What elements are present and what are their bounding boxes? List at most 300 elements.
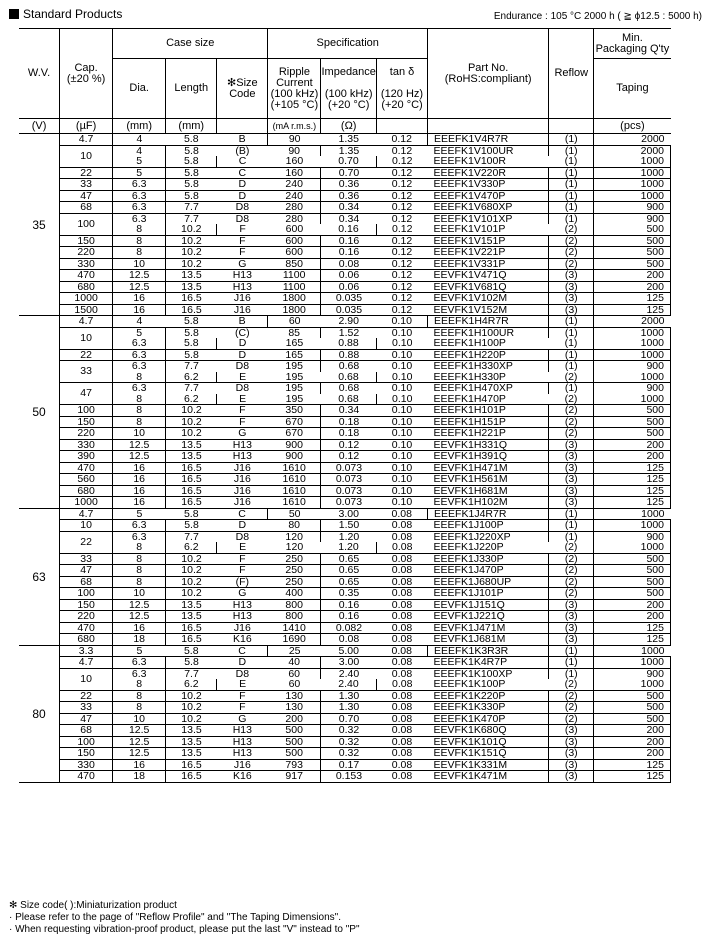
cell-size-code: D (217, 190, 268, 202)
cell-length: 5.8 (184, 144, 199, 157)
cell-length: 13.5 (166, 599, 217, 611)
col-impedance-l1: Impedance (321, 65, 376, 78)
cell-part-no: EEVFK1V681Q (428, 281, 549, 293)
cell-cap: 47 (60, 713, 113, 725)
cell-impedance: 0.06 (321, 281, 377, 293)
cell-taping: 125 (594, 759, 671, 771)
cell-reflow: (1) (549, 349, 594, 361)
cell-impedance: 0.16 (321, 247, 377, 259)
cell-size-code: F (217, 416, 268, 428)
col-cap (60, 29, 113, 119)
cell-dia: 8 (113, 394, 166, 405)
cell-ripple: 850 (268, 258, 321, 270)
table-row (19, 349, 671, 361)
cell-reflow: (2) (549, 416, 594, 428)
cell-ripple: 195 (268, 394, 321, 405)
cell-tan-delta: 0.08 (376, 508, 427, 520)
cell-reflow: (2) (549, 542, 594, 553)
cell-cap: 220 (60, 611, 113, 623)
cell-reflow: (3) (549, 474, 594, 486)
cell-taping: 2000 (594, 134, 671, 146)
cell-size-code: J16 (217, 304, 268, 316)
cell-taping: 500 (594, 588, 671, 600)
cell-taping: 2000 (594, 316, 671, 328)
cell-taping: 1000 (594, 179, 671, 191)
table-row (19, 247, 671, 259)
table-row (19, 611, 671, 623)
cell-tan-delta: 0.10 (391, 326, 413, 339)
cell-tan-delta: 0.08 (376, 736, 427, 748)
cell-cap: 150 (60, 235, 113, 247)
cell-tan-delta: 0.08 (376, 599, 427, 611)
cell-size-code: J16 (217, 462, 268, 474)
cell-dia: 6.3 (113, 520, 166, 532)
cell-part-no: EEEFK1H470P (428, 394, 549, 405)
table-row (19, 759, 671, 771)
cell-part-no: EEVFK1K151Q (428, 748, 549, 760)
cell-cap: 22 (60, 690, 113, 702)
cell-taping: 500 (594, 690, 671, 702)
cell-impedance: 0.153 (321, 771, 377, 783)
cell-ripple: 280 (268, 202, 321, 214)
cell-length: 16.5 (166, 462, 217, 474)
cell-dia: 10 (113, 588, 166, 600)
cell-taping: 125 (594, 293, 671, 305)
cell-ripple: 1410 (268, 622, 321, 634)
cell-length: 7.7 (184, 360, 199, 372)
cell-tan-delta: 0.12 (376, 167, 427, 179)
cell-length: 5.8 (166, 156, 217, 167)
cell-ripple: 120 (268, 542, 321, 553)
cell-taping: 500 (594, 565, 671, 577)
cell-length: 5.8 (166, 167, 217, 179)
table-row (19, 167, 671, 179)
unit-taping: (pcs) (594, 119, 671, 134)
table-row (19, 497, 671, 509)
cell-tan-delta: 0.08 (376, 657, 427, 669)
cell-part-no: EEEFK1H100P (428, 338, 549, 349)
cell-length: 10.2 (166, 224, 217, 235)
cell-dia: 5 (113, 327, 166, 338)
cell-ripple: 250 (268, 553, 321, 565)
cell-ripple: 900 (268, 439, 321, 451)
cell-dia: 5 (113, 508, 166, 520)
cell-size-code: H13 (217, 281, 268, 293)
cell-ripple: 600 (268, 247, 321, 259)
cell-dia: 12.5 (113, 611, 166, 623)
cell-reflow: (1) (549, 657, 594, 669)
cell-tan-delta: 0.08 (391, 667, 413, 680)
cell-impedance: 0.32 (321, 748, 377, 760)
cell-length: 5.8 (166, 520, 217, 532)
table-row (19, 748, 671, 760)
products-table (19, 28, 671, 783)
cell-tan-delta: 0.10 (376, 428, 427, 440)
table-row (19, 383, 671, 394)
cell-impedance: 0.16 (321, 599, 377, 611)
cell-size-code: E (217, 394, 268, 405)
cell-ripple: 195 (268, 372, 321, 383)
table-row (19, 508, 671, 520)
cell-dia: 6.3 (113, 190, 166, 202)
cell-taping: 500 (594, 553, 671, 565)
cell-taping: 125 (594, 497, 671, 509)
cell-part-no: EEVFK1J681M (428, 634, 549, 646)
cell-ripple: 1800 (268, 293, 321, 305)
cell-cap: 47 (60, 383, 113, 405)
cell-taping: 1000 (594, 394, 671, 405)
cell-part-no: EEEFK1H100UR (428, 327, 549, 338)
cell-impedance: 1.35 (321, 134, 377, 146)
cell-tan-delta: 0.12 (376, 202, 427, 214)
cell-part-no: EEEFK1J100P (428, 520, 549, 532)
cell-cap: 47 (60, 565, 113, 577)
cell-ripple: 793 (268, 759, 321, 771)
cell-size-code: J16 (217, 485, 268, 497)
cell-size-code: H13 (217, 736, 268, 748)
table-row (19, 588, 671, 600)
table-row (19, 713, 671, 725)
cell-impedance: 0.65 (321, 553, 377, 565)
col-taping: Taping (594, 59, 671, 119)
cell-dia: 12.5 (113, 439, 166, 451)
cell-part-no: EEVFK1V152M (428, 304, 549, 316)
cell-ripple: 1100 (268, 281, 321, 293)
cell-wv: 80 (19, 645, 60, 782)
cell-tan-delta: 0.08 (376, 634, 427, 646)
table-row (19, 634, 671, 646)
cell-taping: 200 (594, 736, 671, 748)
cell-dia: 5 (113, 645, 166, 657)
cell-length: 13.5 (166, 725, 217, 737)
cell-part-no: EEEFK1V221P (428, 247, 549, 259)
cell-impedance: 0.12 (321, 451, 377, 463)
cell-ripple: 670 (268, 416, 321, 428)
cell-length: 7.7 (184, 667, 199, 680)
cell-part-no: EEEFK1K100P (428, 679, 549, 690)
cell-taping: 900 (594, 383, 671, 394)
cell-taping: 125 (594, 622, 671, 634)
table-row (19, 474, 671, 486)
col-min-label: Min. (622, 31, 643, 44)
cell-reflow: (2) (549, 372, 594, 383)
cell-ripple: 165 (268, 349, 321, 361)
cell-impedance: 0.16 (321, 224, 377, 235)
cell-taping: 1000 (594, 190, 671, 202)
cell-length: 13.5 (166, 736, 217, 748)
cell-ripple: 240 (268, 179, 321, 191)
cell-impedance: 5.00 (321, 645, 377, 657)
col-part-no (428, 29, 549, 119)
cell-length: 10.2 (166, 416, 217, 428)
cell-length: 6.2 (166, 372, 217, 383)
cell-tan-delta: 0.12 (376, 270, 427, 282)
col-impedance (321, 59, 377, 119)
cell-reflow: (3) (549, 622, 594, 634)
cell-tan-delta: 0.08 (376, 771, 427, 783)
cell-impedance: 1.30 (321, 702, 377, 714)
unit-wv: (V) (19, 119, 60, 134)
cell-impedance: 3.00 (321, 508, 377, 520)
cell-taping: 200 (594, 270, 671, 282)
cell-dia: 16 (113, 497, 166, 509)
table-row (19, 190, 671, 202)
cell-length: 5.8 (166, 645, 217, 657)
cell-length: 7.7 (184, 212, 199, 225)
cell-reflow: (3) (549, 304, 594, 316)
cell-part-no: EEEFK1H221P (428, 428, 549, 440)
table-row (19, 622, 671, 634)
cell-cap: 680 (60, 281, 113, 293)
cell-taping: 1000 (594, 542, 671, 553)
table-row (19, 361, 671, 372)
cell-size-code: G (217, 713, 268, 725)
cell-part-no: EEEFK1K3R3R (428, 645, 549, 657)
cell-ripple: 500 (268, 748, 321, 760)
cell-reflow: (1) (549, 202, 594, 214)
cell-wv: 35 (19, 134, 60, 316)
cell-length: 16.5 (166, 485, 217, 497)
cell-dia: 4 (113, 134, 166, 146)
cell-reflow: (2) (549, 713, 594, 725)
cell-reflow: (3) (549, 293, 594, 305)
cell-dia: 10 (113, 713, 166, 725)
cell-reflow: (2) (549, 247, 594, 259)
cell-ripple: 90 (268, 145, 321, 156)
col-length: Length (166, 59, 217, 119)
cell-part-no: EEEFK1J220XP (428, 531, 549, 542)
cell-wv: 50 (19, 316, 60, 509)
cell-length: 10.2 (166, 428, 217, 440)
cell-tan-delta: 0.08 (376, 553, 427, 565)
table-row (19, 702, 671, 714)
cell-reflow: (3) (549, 462, 594, 474)
cell-impedance: 0.06 (321, 270, 377, 282)
cell-dia: 12.5 (113, 736, 166, 748)
cell-tan-delta: 0.10 (376, 474, 427, 486)
cell-taping: 125 (594, 771, 671, 783)
cell-tan-delta: 0.08 (376, 759, 427, 771)
cell-length: 13.5 (166, 439, 217, 451)
cell-part-no: EEEFK1H220P (428, 349, 549, 361)
col-size-code (217, 59, 268, 119)
cell-cap: 560 (60, 474, 113, 486)
cell-cap: 68 (60, 725, 113, 737)
cell-taping: 125 (594, 462, 671, 474)
cell-tan-delta: 0.10 (376, 349, 427, 361)
cell-reflow: (3) (549, 725, 594, 737)
table-row (19, 771, 671, 783)
cell-ripple: 50 (268, 508, 321, 520)
cell-dia: 18 (113, 634, 166, 646)
cell-length: 5.8 (166, 657, 217, 669)
cell-size-code: D8 (235, 360, 250, 372)
cell-length: 16.5 (166, 497, 217, 509)
cell-length: 10.2 (166, 247, 217, 259)
col-packaging-label: Packaging Q'ty (595, 42, 670, 55)
cell-dia: 8 (113, 372, 166, 383)
cell-reflow: (3) (549, 439, 594, 451)
cell-reflow: (3) (549, 771, 594, 783)
cell-ripple: 250 (268, 576, 321, 588)
cell-dia: 8 (113, 679, 166, 690)
cell-size-code: H13 (217, 599, 268, 611)
cell-impedance: 0.88 (321, 349, 377, 361)
table-row (19, 462, 671, 474)
cell-taping: 500 (594, 235, 671, 247)
cell-impedance: 2.40 (338, 667, 360, 680)
cell-dia: 8 (113, 235, 166, 247)
cell-dia: 16 (113, 622, 166, 634)
cell-reflow: (1) (549, 316, 594, 328)
cell-dia: 16 (113, 474, 166, 486)
cell-tan-delta: 0.10 (376, 497, 427, 509)
cell-tan-delta: 0.08 (391, 530, 413, 543)
cell-dia: 6.3 (113, 349, 166, 361)
cell-taping: 200 (594, 611, 671, 623)
cell-part-no: EEEFK1V151P (428, 235, 549, 247)
cell-dia: 16 (113, 304, 166, 316)
col-reflow: Reflow (549, 29, 594, 119)
cell-size-code: H13 (217, 748, 268, 760)
cell-length: 16.5 (166, 759, 217, 771)
cell-taping: 200 (594, 748, 671, 760)
cell-size-code: F (217, 553, 268, 565)
cell-size-code: E (217, 679, 268, 690)
cell-cap: 10 (60, 520, 113, 532)
table-row (19, 679, 671, 690)
cell-part-no: EEEFK1V101P (428, 224, 549, 235)
cell-length: 10.2 (166, 576, 217, 588)
unit-cap: (µF) (60, 119, 113, 134)
cell-size-code: D (217, 520, 268, 532)
cell-impedance: 1.30 (321, 690, 377, 702)
cell-part-no: EEEFK1V331P (428, 258, 549, 270)
cell-dia: 6.3 (113, 179, 166, 191)
cell-part-no: EEEFK1H151P (428, 416, 549, 428)
cell-dia: 8 (113, 565, 166, 577)
cell-impedance: 0.35 (321, 588, 377, 600)
cell-tan-delta: 0.08 (376, 725, 427, 737)
table-row (19, 270, 671, 282)
table-row (19, 553, 671, 565)
cell-dia: 6.3 (113, 213, 166, 224)
cell-dia: 4 (113, 145, 166, 156)
cell-taping: 900 (594, 531, 671, 542)
cell-taping: 125 (594, 634, 671, 646)
cell-ripple: 800 (268, 599, 321, 611)
cell-size-code: K16 (217, 634, 268, 646)
cell-reflow: (3) (549, 611, 594, 623)
cell-reflow: (2) (549, 679, 594, 690)
cell-length: 13.5 (166, 270, 217, 282)
cell-dia: 6.3 (113, 657, 166, 669)
col-ripple-l1: Ripple (278, 65, 310, 78)
cell-size-code: D (217, 349, 268, 361)
cell-impedance: 0.68 (321, 372, 377, 383)
cell-tan-delta: 0.08 (376, 622, 427, 634)
cell-cap: 10 (60, 327, 113, 349)
cell-part-no: EEEFK1H330XP (428, 361, 549, 372)
cell-part-no: EEEFK1J220P (428, 542, 549, 553)
col-dia: Dia. (113, 59, 166, 119)
col-ripple (268, 59, 321, 119)
cell-reflow: (2) (549, 702, 594, 714)
cell-length: 5.8 (166, 134, 217, 146)
cell-dia: 5 (113, 156, 166, 167)
cell-impedance: 0.36 (321, 190, 377, 202)
cell-tan-delta: 0.12 (376, 247, 427, 259)
cell-length: 13.5 (166, 451, 217, 463)
cell-cap: 47 (60, 190, 113, 202)
footnote-1: ✻ Size code( ):Miniaturization product (9, 900, 177, 911)
cell-cap: 390 (60, 451, 113, 463)
cell-part-no: EEVFK1H331Q (428, 439, 549, 451)
cell-reflow: (1) (549, 508, 594, 520)
footnote-2: · Please refer to the page of "Reflow Profile" and "The Taping Dimensions". (9, 912, 341, 923)
table-row (19, 416, 671, 428)
cell-cap: 33 (60, 179, 113, 191)
cell-reflow: (2) (549, 394, 594, 405)
cell-tan-delta: 0.08 (376, 520, 427, 532)
cell-length: 7.7 (166, 202, 217, 214)
cell-part-no: EEEFK1V470P (428, 190, 549, 202)
cell-dia: 8 (113, 576, 166, 588)
cell-cap: 680 (60, 634, 113, 646)
cell-cap: 4.7 (60, 134, 113, 146)
cell-tan-delta: 0.08 (376, 713, 427, 725)
cell-cap: 4.7 (60, 316, 113, 328)
cell-impedance: 0.65 (321, 576, 377, 588)
cell-part-no: EEVFK1H681M (428, 485, 549, 497)
cell-size-code: G (217, 428, 268, 440)
col-size-code-l1: ✻Size (227, 76, 258, 89)
cell-reflow: (1) (549, 520, 594, 532)
cell-impedance: 0.34 (321, 202, 377, 214)
cell-dia: 6.3 (113, 668, 166, 679)
cell-cap: 470 (60, 462, 113, 474)
cell-part-no: EEEFK1K220P (428, 690, 549, 702)
cell-cap: 330 (60, 759, 113, 771)
cell-ripple: 85 (268, 327, 321, 338)
col-ripple-l3: (100 kHz) (270, 87, 319, 100)
cell-reflow: (2) (549, 690, 594, 702)
cell-length: 5.8 (166, 508, 217, 520)
footnote-3: · When requesting vibration-proof product, please put the last "V" instead to "P" (9, 924, 360, 935)
cell-ripple: 60 (268, 668, 321, 679)
cell-ripple: 195 (268, 383, 321, 394)
cell-size-code: C (217, 508, 268, 520)
cell-taping: 1000 (594, 327, 671, 338)
table-row (19, 520, 671, 532)
unit-dia: (mm) (113, 119, 166, 134)
table-row (19, 645, 671, 657)
cell-length: 10.2 (166, 405, 217, 417)
cell-taping: 2000 (594, 145, 671, 156)
cell-taping: 1000 (594, 508, 671, 520)
cell-length: 10.2 (166, 258, 217, 270)
col-tan-l1: tan δ (389, 65, 415, 78)
cell-impedance: 0.17 (321, 759, 377, 771)
cell-part-no: EEEFK1V101XP (428, 213, 549, 224)
table-row (19, 224, 671, 235)
cell-cap: 330 (60, 439, 113, 451)
cell-reflow: (3) (549, 270, 594, 282)
cell-size-code: H13 (217, 439, 268, 451)
cell-taping: 500 (594, 428, 671, 440)
table-body (19, 134, 671, 783)
table-row (19, 542, 671, 553)
